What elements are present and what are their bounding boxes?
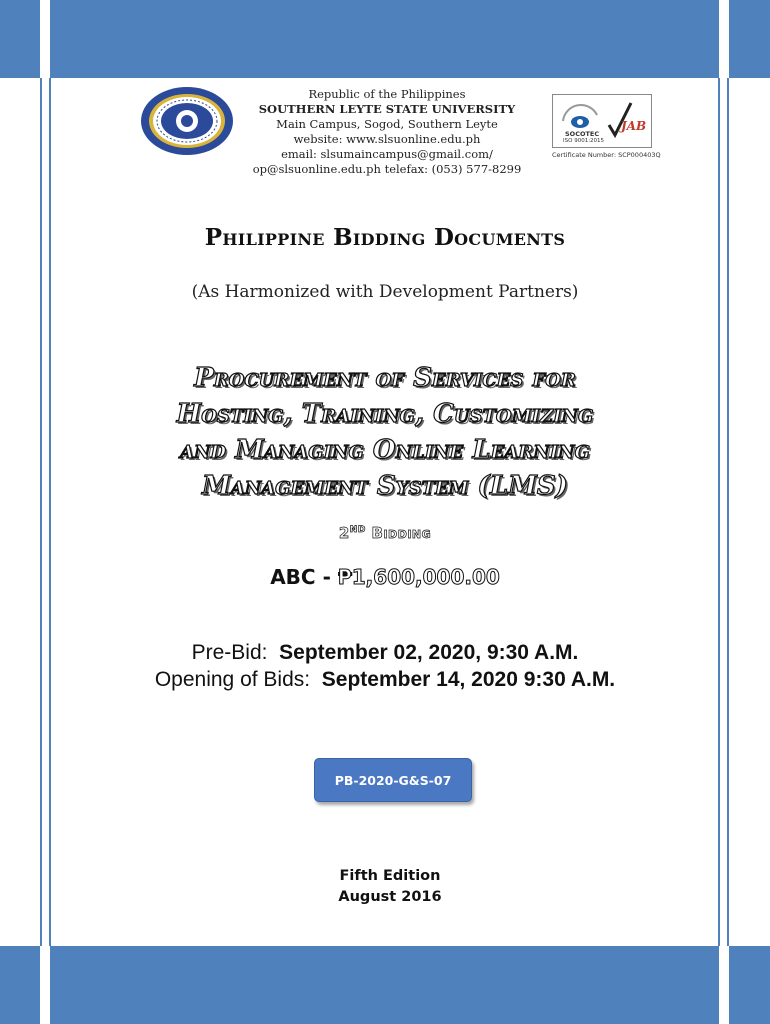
cert-brand: SOCOTEC <box>565 130 600 138</box>
republic-line: Republic of the Philippines <box>308 87 466 101</box>
bottom-band-right <box>729 946 770 1024</box>
opening-label: Opening of Bids: <box>154 668 322 691</box>
edition-block <box>290 866 490 908</box>
top-band-right <box>729 0 770 78</box>
bidding-ordinal: 2 <box>338 524 350 542</box>
abc-label: ABC - <box>270 565 338 589</box>
website-line: website: www.slsuonline.edu.ph <box>293 132 481 146</box>
project-title-line: Management System (LMS) <box>202 471 568 501</box>
reference-code-button[interactable]: PB-2020-G&S-07 <box>314 758 472 802</box>
prebid-label: Pre-Bid: <box>191 641 280 664</box>
certificate-number: Certificate Number: SCP000403Q <box>552 151 661 159</box>
right-border-line-inner <box>718 78 720 946</box>
left-border-line-inner <box>49 78 51 946</box>
approved-budget <box>0 565 770 589</box>
edition-date: August 2016 <box>338 889 442 905</box>
top-band <box>50 0 719 78</box>
project-title <box>60 360 710 504</box>
abc-amount: ₱1,600,000.00 <box>337 565 500 589</box>
cert-iso: ISO 9001:2015 <box>563 138 605 144</box>
document-title: Philippine Bidding Documents <box>204 224 566 251</box>
document-subtitle: (As Harmonized with Development Partners) <box>191 282 579 302</box>
bidding-suffix: ND <box>349 525 366 535</box>
right-border-line <box>727 78 729 946</box>
email-line: email: slsumaincampus@gmail.com/ <box>281 147 493 161</box>
prebid-schedule <box>0 641 770 665</box>
project-title-line: Procurement of Services for <box>194 363 576 393</box>
bidding-round <box>0 524 770 542</box>
opening-value: September 14, 2020 9:30 A.M. <box>321 668 616 691</box>
letterhead <box>232 87 542 177</box>
bottom-band-left <box>0 946 40 1024</box>
left-border-line <box>40 78 42 946</box>
cert-accreditor: JAB <box>621 119 647 133</box>
bidding-word: Bidding <box>371 524 432 542</box>
campus-address: Main Campus, Sogod, Southern Leyte <box>276 117 498 131</box>
contact-line: op@slsuonline.edu.ph telefax: (053) 577-8299 <box>252 162 522 176</box>
edition-label: Fifth Edition <box>339 868 441 884</box>
university-name: SOUTHERN LEYTE STATE UNIVERSITY <box>258 102 516 116</box>
university-seal-icon <box>140 86 234 156</box>
prebid-value: September 02, 2020, 9:30 A.M. <box>279 641 579 664</box>
top-band-left <box>0 0 40 78</box>
cert-logo-box <box>552 94 652 148</box>
opening-schedule <box>0 668 770 692</box>
project-title-line: and Managing Online Learning <box>180 435 590 465</box>
bottom-band <box>50 946 719 1024</box>
project-title-line: Hosting, Training, Customizing <box>176 399 594 429</box>
iso-certification-logo <box>552 94 661 159</box>
